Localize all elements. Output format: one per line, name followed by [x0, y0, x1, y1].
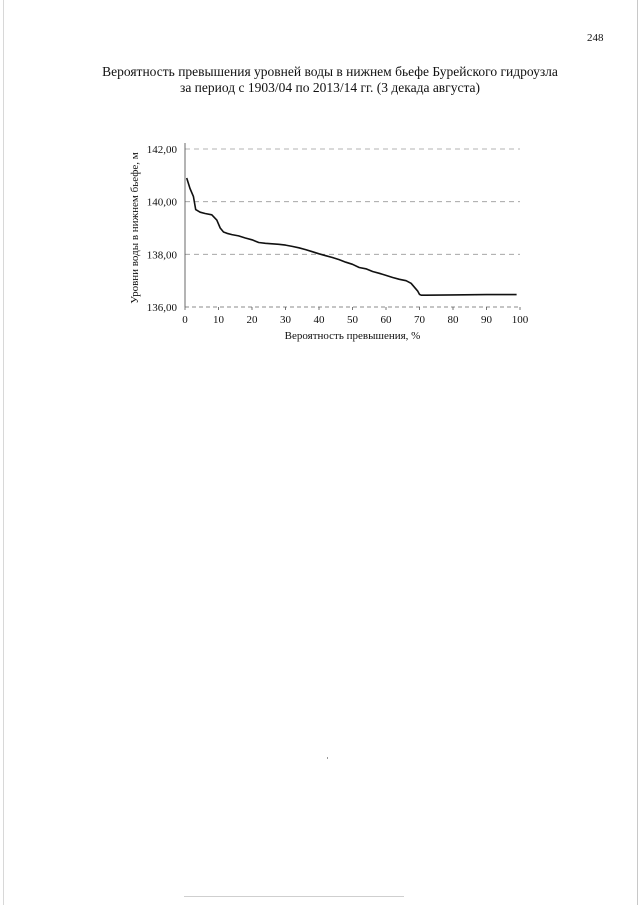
- y-tick-label-0: 136,00: [146, 302, 177, 314]
- x-tick-label-1: 10: [213, 314, 224, 326]
- x-tick-label-8: 80: [447, 314, 459, 326]
- scan-border-right: [637, 0, 638, 905]
- x-tick-label-4: 40: [313, 314, 325, 326]
- series-line-0: [187, 178, 517, 295]
- series-group: [187, 178, 517, 295]
- scan-border-left: [3, 0, 4, 905]
- x-tick-label-10: 100: [511, 314, 529, 326]
- x-tick-label-6: 60: [380, 314, 392, 326]
- scan-speck: [327, 757, 328, 759]
- axes: [185, 143, 520, 310]
- y-axis-label: Уровни воды в нижнем бьефе, м: [129, 152, 141, 304]
- x-tick-label-2: 20: [246, 314, 258, 326]
- x-tick-label-0: 0: [182, 314, 188, 326]
- x-axis-label: Вероятность превышения, %: [284, 330, 421, 342]
- bottom-rule: [184, 896, 404, 897]
- page-number: 248: [587, 32, 604, 44]
- grid-lines: [185, 149, 520, 254]
- chart-title: Вероятность превышения уровней воды в нижнем бьефе Бурейского гидроузла: [102, 64, 558, 79]
- chart-title-block: [60, 64, 600, 96]
- x-tick-labels: [182, 314, 529, 326]
- y-tick-label-1: 138,00: [146, 249, 177, 262]
- line-chart: [120, 120, 540, 350]
- y-tick-label-3: 142,00: [146, 144, 177, 156]
- x-tick-label-9: 90: [481, 314, 492, 326]
- x-tick-label-5: 50: [347, 314, 358, 326]
- y-tick-label-2: 140,00: [146, 196, 177, 209]
- x-tick-label-7: 70: [414, 314, 425, 326]
- y-tick-labels: [147, 144, 178, 314]
- chart-subtitle: за период с 1903/04 по 2013/14 гг. (3 декада августа): [179, 80, 481, 95]
- x-tick-label-3: 30: [280, 314, 291, 326]
